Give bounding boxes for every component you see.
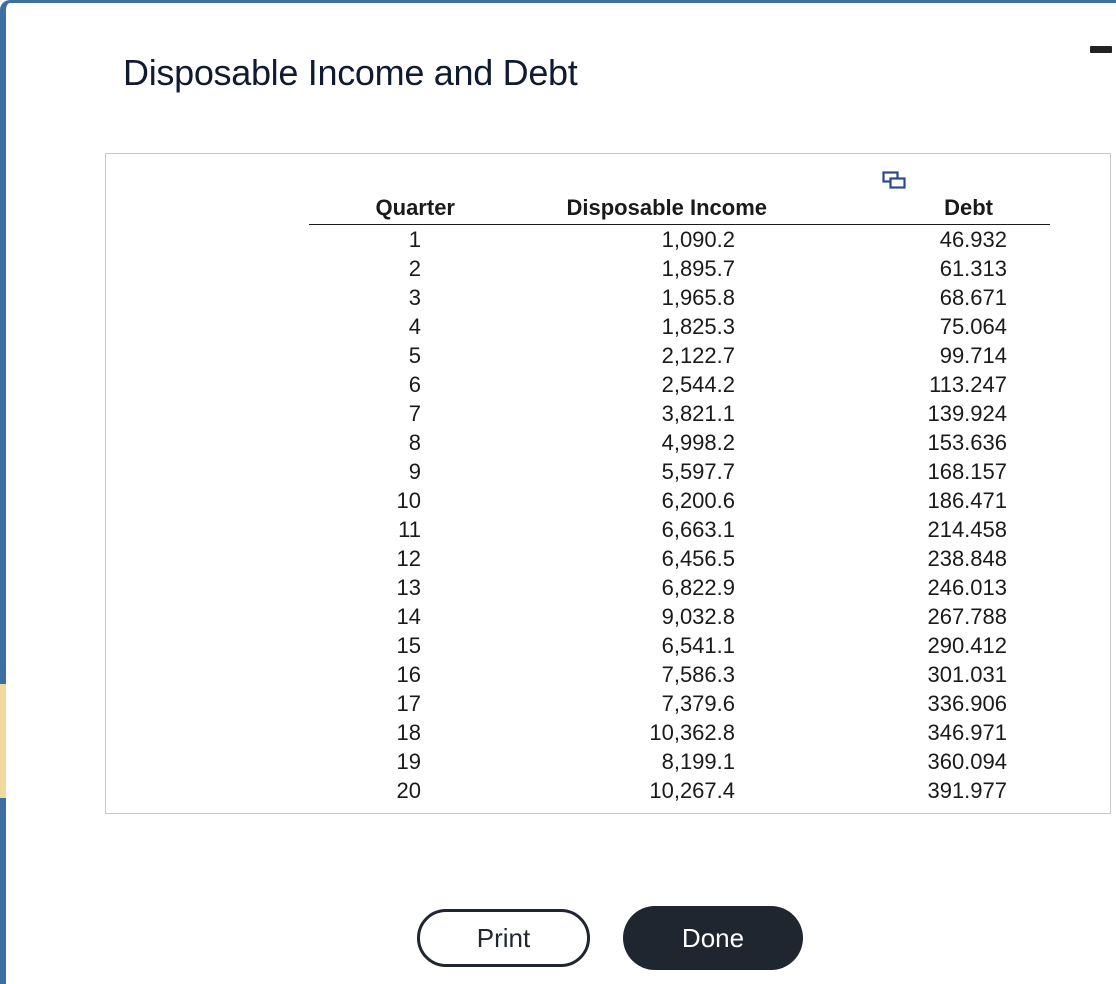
debt-cell: 360.094	[927, 749, 1007, 774]
debt-cell: 139.924	[927, 401, 1007, 426]
table-row	[309, 631, 1050, 660]
income-cell: 8,199.1	[661, 749, 735, 774]
income-cell: 7,379.6	[661, 691, 735, 716]
table-row	[309, 225, 1050, 255]
table-row	[309, 573, 1050, 602]
debt-cell: 113.247	[929, 372, 1007, 397]
table-row	[309, 660, 1050, 689]
table-row	[309, 428, 1050, 457]
debt-cell: 346.971	[927, 720, 1007, 745]
income-cell: 6,541.1	[661, 633, 735, 658]
table-row	[309, 486, 1050, 515]
debt-cell: 153.636	[927, 430, 1007, 455]
table-row	[309, 457, 1050, 486]
debt-cell: 75.064	[939, 314, 1007, 339]
debt-cell: 267.788	[927, 604, 1007, 629]
debt-cell: 168.157	[927, 459, 1007, 484]
table-header-row	[309, 192, 1050, 225]
quarter-cell: 12	[396, 546, 421, 571]
header-quarter: Quarter	[309, 192, 455, 225]
debt-cell: 99.714	[939, 343, 1007, 368]
table-row	[309, 602, 1050, 631]
print-button[interactable]: Print	[417, 909, 590, 967]
table-row	[309, 544, 1050, 573]
copy-icon[interactable]	[882, 171, 906, 189]
income-cell: 6,663.1	[661, 517, 735, 542]
debt-cell: 214.458	[927, 517, 1007, 542]
income-cell: 9,032.8	[661, 604, 735, 629]
table-row	[309, 283, 1050, 312]
table-row	[309, 747, 1050, 776]
quarter-cell: 19	[396, 749, 421, 774]
quarter-cell: 20	[396, 778, 421, 803]
debt-cell: 391.977	[927, 778, 1007, 803]
table-row	[309, 370, 1050, 399]
table-row	[309, 718, 1050, 747]
income-cell: 4,998.2	[661, 430, 735, 455]
income-cell: 6,200.6	[661, 488, 735, 513]
table-row	[309, 399, 1050, 428]
minimize-icon[interactable]	[1090, 46, 1112, 53]
quarter-cell: 8	[408, 430, 421, 455]
quarter-cell: 13	[396, 575, 421, 600]
quarter-cell: 18	[396, 720, 421, 745]
quarter-cell: 4	[408, 314, 421, 339]
income-cell: 2,122.7	[661, 343, 735, 368]
table-row	[309, 254, 1050, 283]
data-table	[309, 192, 1050, 805]
income-cell: 10,267.4	[649, 778, 735, 803]
header-disposable-income: Disposable Income	[455, 192, 815, 225]
quarter-cell: 17	[396, 691, 421, 716]
debt-cell: 290.412	[927, 633, 1007, 658]
quarter-cell: 9	[408, 459, 421, 484]
income-cell: 10,362.8	[649, 720, 735, 745]
table-row	[309, 689, 1050, 718]
quarter-cell: 14	[396, 604, 421, 629]
debt-cell: 68.671	[939, 285, 1007, 310]
income-cell: 3,821.1	[661, 401, 735, 426]
income-cell: 6,456.5	[661, 546, 735, 571]
header-debt: Debt	[815, 192, 1050, 225]
debt-cell: 301.031	[927, 662, 1007, 687]
table-body	[309, 225, 1050, 806]
income-cell: 5,597.7	[661, 459, 735, 484]
page-title: Disposable Income and Debt	[123, 52, 578, 93]
done-button[interactable]: Done	[623, 906, 803, 970]
quarter-cell: 3	[408, 285, 421, 310]
debt-cell: 186.471	[927, 488, 1007, 513]
income-cell: 1,090.2	[661, 227, 735, 252]
quarter-cell: 7	[408, 401, 421, 426]
quarter-cell: 1	[408, 227, 421, 252]
table-row	[309, 776, 1050, 805]
debt-cell: 61.313	[939, 256, 1007, 281]
quarter-cell: 5	[408, 343, 421, 368]
income-cell: 1,895.7	[661, 256, 735, 281]
income-cell: 2,544.2	[661, 372, 735, 397]
quarter-cell: 6	[408, 372, 421, 397]
income-cell: 1,965.8	[661, 285, 735, 310]
table-row	[309, 341, 1050, 370]
side-tab-marker	[0, 684, 6, 798]
table-row	[309, 312, 1050, 341]
quarter-cell: 11	[398, 517, 421, 542]
debt-cell: 246.013	[927, 575, 1007, 600]
debt-cell: 336.906	[927, 691, 1007, 716]
quarter-cell: 2	[408, 256, 421, 281]
table-row	[309, 515, 1050, 544]
quarter-cell: 10	[396, 488, 421, 513]
income-cell: 6,822.9	[661, 575, 735, 600]
income-cell: 7,586.3	[661, 662, 735, 687]
debt-cell: 46.932	[939, 227, 1007, 252]
quarter-cell: 15	[396, 633, 421, 658]
income-cell: 1,825.3	[661, 314, 735, 339]
quarter-cell: 16	[396, 662, 421, 687]
debt-cell: 238.848	[927, 546, 1007, 571]
